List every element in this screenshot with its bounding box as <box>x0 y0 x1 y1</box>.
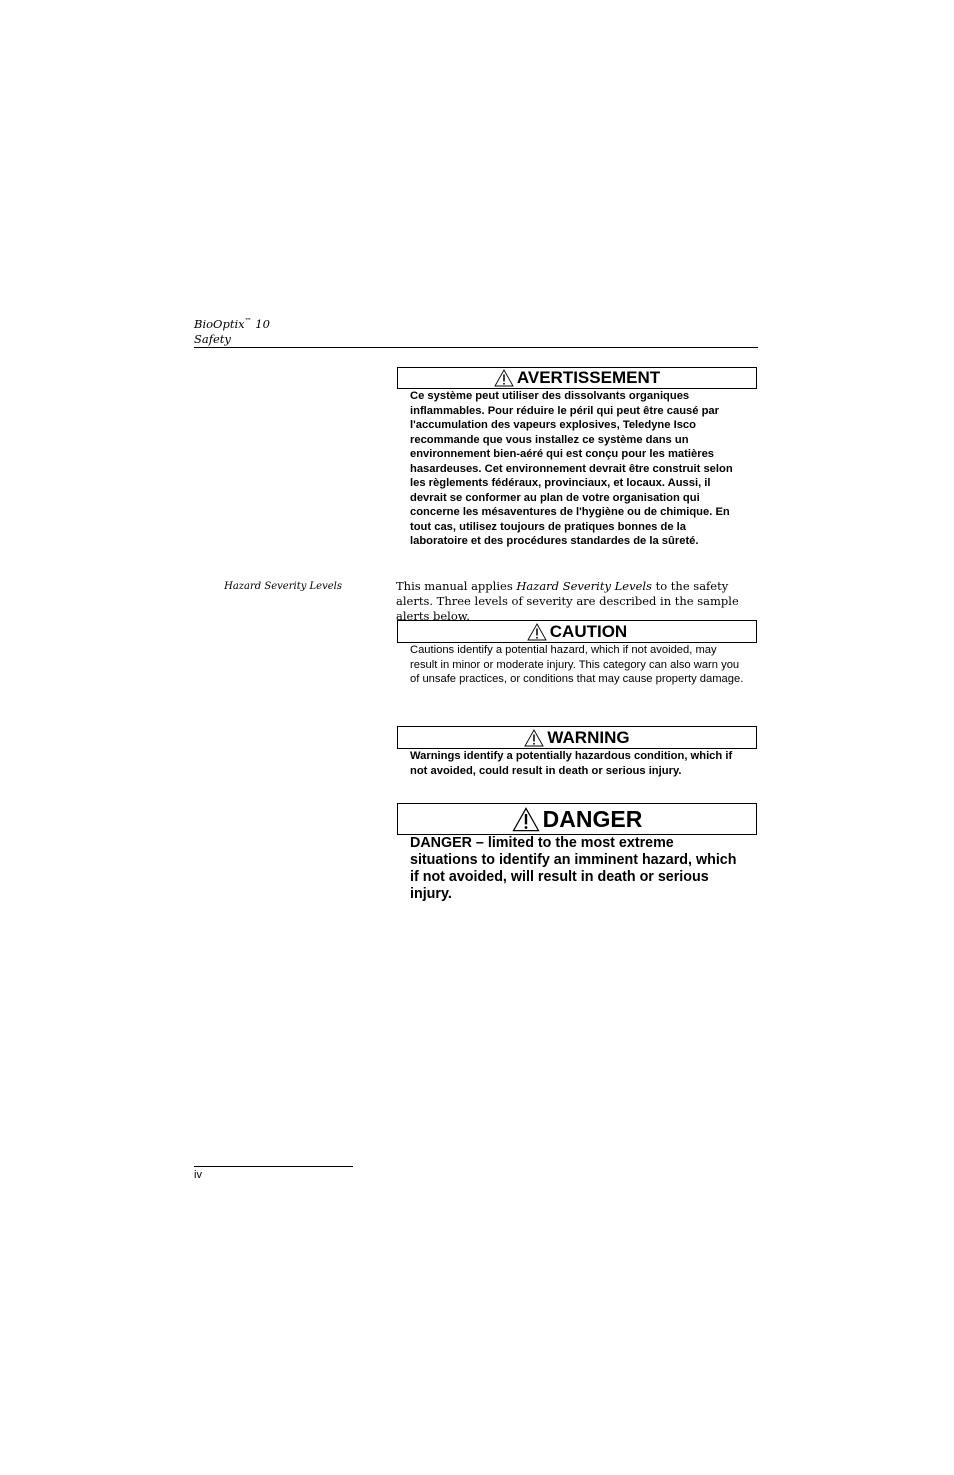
running-head-title <box>194 314 270 332</box>
trademark-symbol: ™ <box>244 317 252 325</box>
avertissement-title: AVERTISSEMENT <box>516 368 661 387</box>
warning-title: WARNING <box>547 727 630 747</box>
caution-text: Cautions identify a potential hazard, which if not avoided, may result in minor or moderate injury. This category can also warn you of unsafe practices, or conditions that may cause property damage. <box>410 644 744 685</box>
warning-triangle-icon <box>527 623 547 641</box>
para-text-start: This manual applies <box>396 579 517 593</box>
running-head <box>194 314 270 347</box>
warning-triangle-icon <box>512 807 540 832</box>
danger-text: DANGER – limited to the most extreme situations to identify an imminent hazard, which if not avoided, will result in death or serious injury. <box>410 835 737 902</box>
avertissement-text: Ce système peut utiliser des dissolvants organiques inflammables. Pour réduire le péril qui peut être causé par l'accumulation des vapeurs explosives, Teledyne Isco recommande que vous installez ce système dans un environnement bien-aéré qui est conçu pour les matières hasardeuses. Cet environnement devrait être construit selon les règlements fédéraux, provinciaux, et locaux. Aussi, il devrait se conformer au plan de votre organisation qui concerne les mésaventures de l'hygiène ou de chimique. En tout cas, utilisez toujours de pratiques bonnes de la laboratoire et des procédures standardes de la sûreté. <box>410 390 733 547</box>
warning-text: Warnings identify a potentially hazardous condition, which if not avoided, could result in death or serious injury. <box>410 750 733 777</box>
caution-header <box>397 620 757 643</box>
para-text-end: to the safety alerts. Three levels of severity are described in the sample alerts below. <box>396 579 739 623</box>
header-rule <box>194 347 758 348</box>
danger-title: DANGER <box>542 805 643 832</box>
running-head-section: Safety <box>194 332 231 346</box>
para-text-italic: Hazard Severity Levels <box>516 579 652 593</box>
footer-rule <box>194 1166 353 1167</box>
margin-heading: Hazard Severity Levels <box>224 581 342 592</box>
caution-alert <box>397 620 757 687</box>
model-number: 10 <box>255 317 270 331</box>
avertissement-header <box>397 367 757 389</box>
warning-alert <box>397 726 757 778</box>
warning-triangle-icon <box>524 729 544 747</box>
hazard-paragraph <box>396 579 760 624</box>
product-name: BioOptix <box>194 317 245 331</box>
avertissement-alert <box>397 367 757 549</box>
warning-triangle-icon <box>494 369 514 387</box>
warning-header <box>397 726 757 749</box>
caution-title: CAUTION <box>549 621 628 641</box>
page-number: iv <box>194 1169 202 1181</box>
danger-header <box>397 803 757 835</box>
danger-alert <box>397 803 757 903</box>
